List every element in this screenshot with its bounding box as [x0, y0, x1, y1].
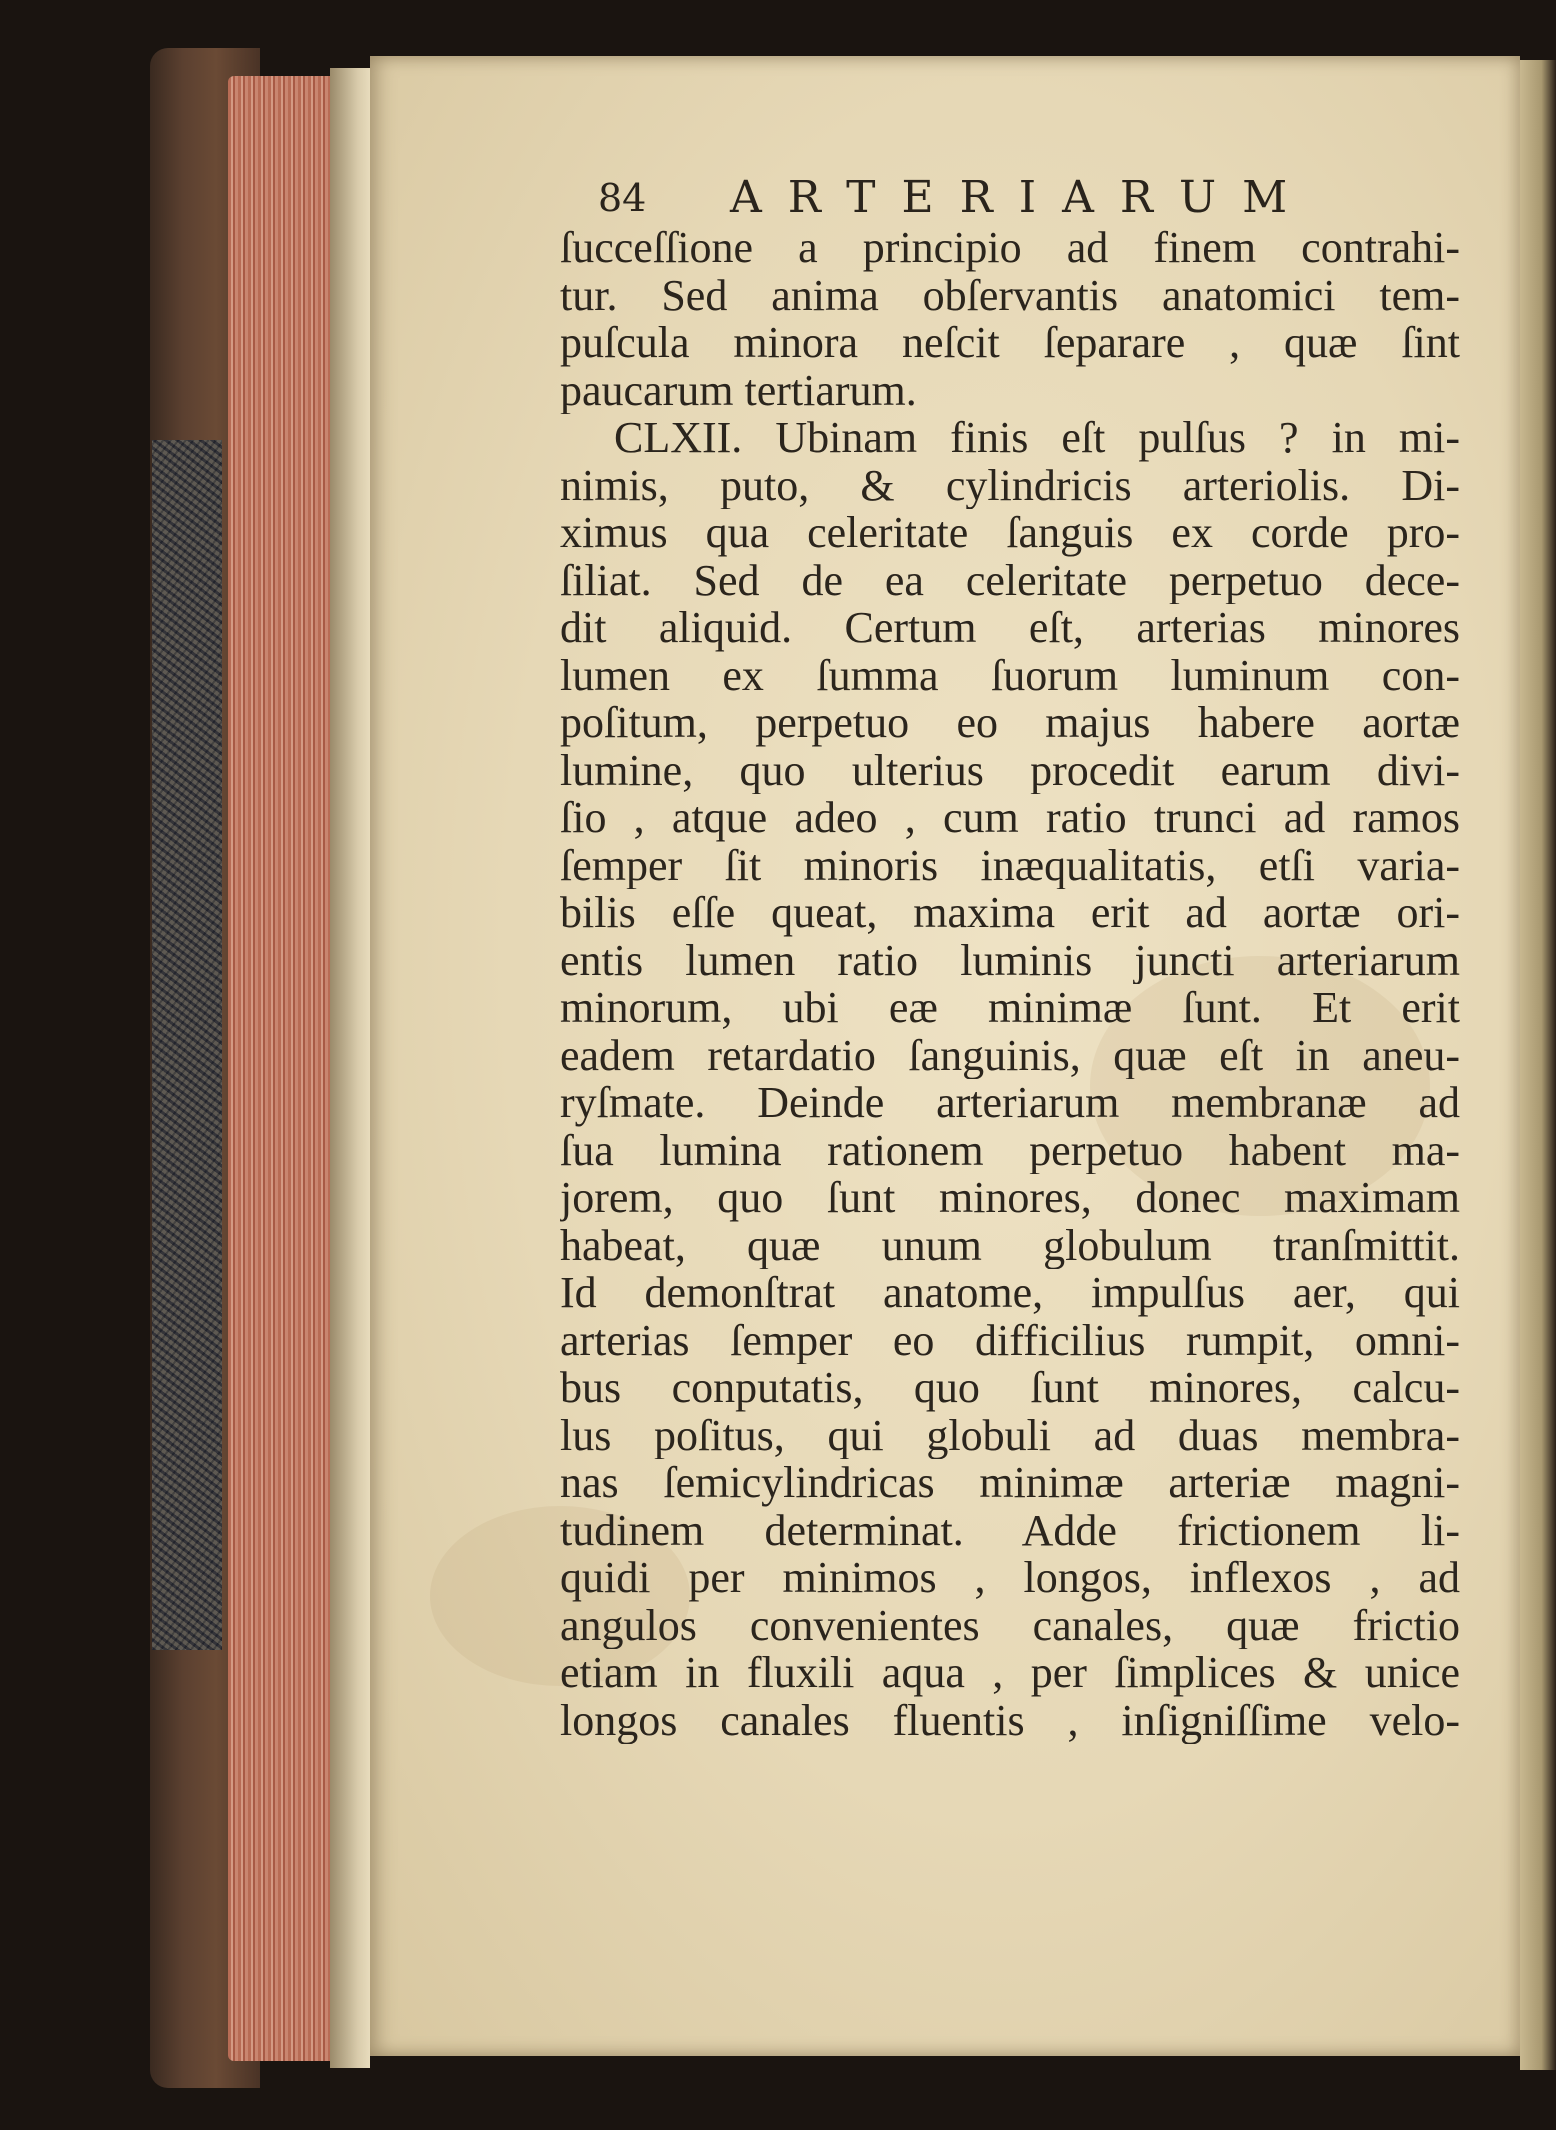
text-line: puſcula minora neſcit ſeparare , quæ ſint: [560, 319, 1460, 367]
text-line: bilis eſſe queat, maxima erit ad aortæ ori-: [560, 889, 1460, 937]
text-line: ſiliat. Sed de ea celeritate perpetuo dece-: [560, 556, 1460, 604]
text-line: lus poſitus, qui globuli ad duas membra-: [560, 1411, 1460, 1459]
page-edges: [228, 76, 338, 2061]
marbled-cover: [152, 440, 222, 1650]
body-text: [560, 224, 1460, 1744]
page-number: 84: [598, 176, 647, 220]
text-line: bus conputatis, quo ſunt minores, calcu-: [560, 1364, 1460, 1412]
text-line: eadem retardatio ſanguinis, quæ eſt in aneu-: [560, 1031, 1460, 1079]
running-title: ARTERIARUM: [730, 172, 1314, 223]
text-line: arterias ſemper eo difficilius rumpit, omni-: [560, 1316, 1460, 1364]
text-line: lumen ex ſumma ſuorum luminum con-: [560, 651, 1460, 699]
text-line: minorum, ubi eæ minimæ ſunt. Et erit: [560, 984, 1460, 1032]
text-line: lumine, quo ulterius procedit earum divi-: [560, 746, 1460, 794]
page-gutter-shadow: [330, 68, 370, 2068]
facing-page-edge: [1520, 60, 1556, 2070]
text-line: quidi per minimos , longos, inflexos , ad: [560, 1554, 1460, 1602]
paragraph-start-line: CLXII. Ubinam finis eſt pulſus ? in mi-: [614, 414, 1460, 462]
text-line: ſucceſſione a principio ad finem contrahi-: [560, 224, 1460, 272]
text-line: ximus qua celeritate ſanguis ex corde pro-: [560, 509, 1460, 557]
text-line: entis lumen ratio luminis juncti arteriarum: [560, 936, 1460, 984]
text-line: Id demonſtrat anatome, impulſus aer, qui: [560, 1269, 1460, 1317]
text-line: ryſmate. Deinde arteriarum membranæ ad: [560, 1079, 1460, 1127]
text-line: ſua lumina rationem perpetuo habent ma-: [560, 1126, 1460, 1174]
text-line: nimis, puto, & cylindricis arteriolis. Di-: [560, 461, 1460, 509]
text-line: tudinem determinat. Adde frictionem li-: [560, 1506, 1460, 1554]
text-line: nas ſemicylindricas minimæ arteriæ magni-: [560, 1459, 1460, 1507]
text-line: longos canales fluentis , inſigniſſime velo-: [560, 1696, 1460, 1744]
text-line: ſio , atque adeo , cum ratio trunci ad ramos: [560, 794, 1460, 842]
text-line: tur. Sed anima obſervantis anatomici tem-: [560, 271, 1460, 319]
text-line: habeat, quæ unum globulum tranſmittit.: [560, 1221, 1460, 1269]
text-line: etiam in fluxili aqua , per ſimplices & unice: [560, 1649, 1460, 1697]
text-line: dit aliquid. Certum eſt, arterias minores: [560, 604, 1460, 652]
text-line: ſemper ſit minoris inæqualitatis, etſi varia-: [560, 841, 1460, 889]
text-line: paucarum tertiarum.: [560, 366, 917, 414]
text-line: poſitum, perpetuo eo majus habere aortæ: [560, 699, 1460, 747]
text-line: jorem, quo ſunt minores, donec maximam: [560, 1174, 1460, 1222]
running-head: [598, 168, 1358, 228]
text-line: angulos convenientes canales, quæ frictio: [560, 1601, 1460, 1649]
